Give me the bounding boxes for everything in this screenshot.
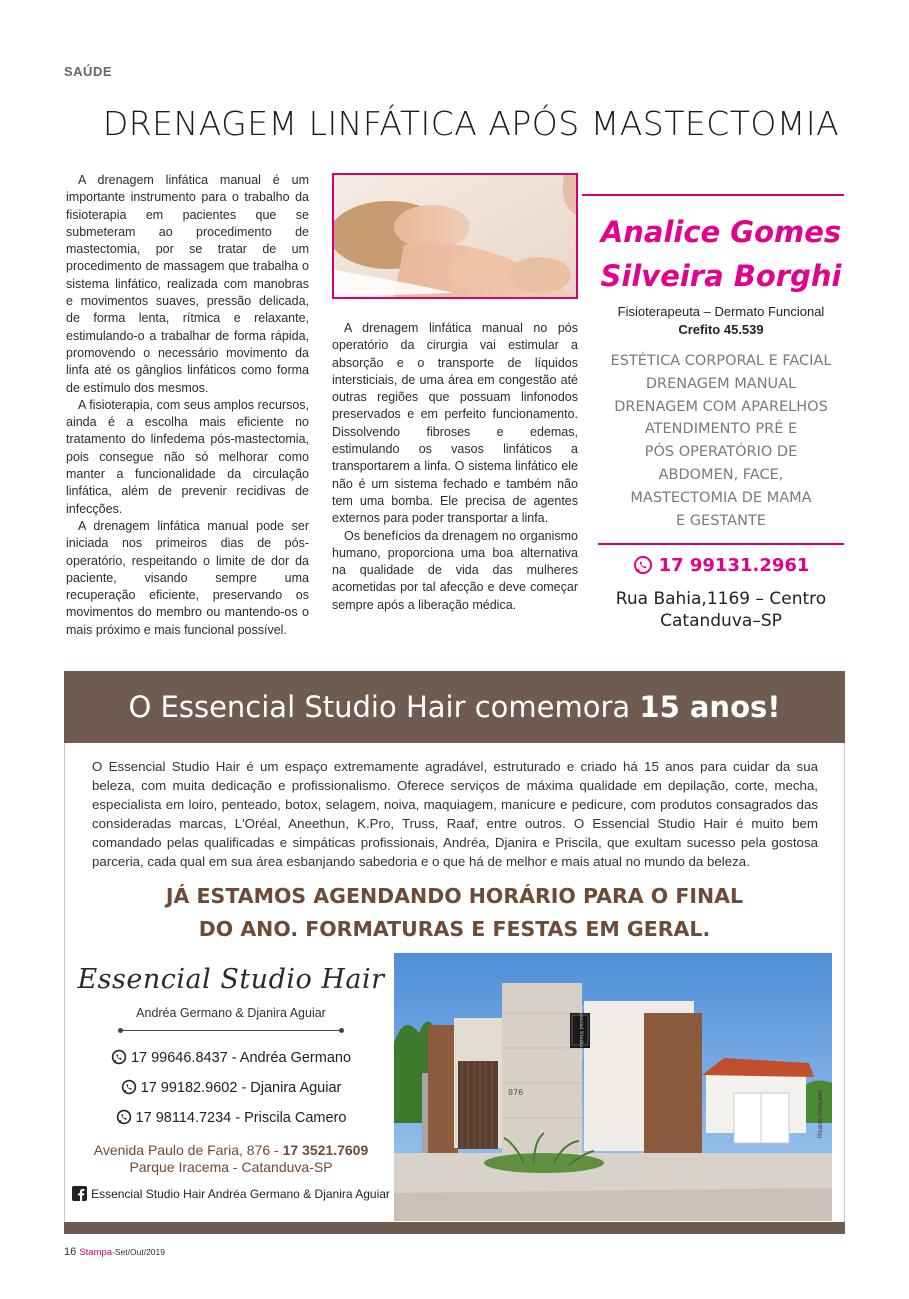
publication-name: Stampa — [79, 1247, 113, 1258]
article-column-middle — [332, 320, 578, 614]
service-item: DRENAGEM MANUAL — [645, 375, 797, 392]
studio-address-district: Parque Iracema - Catanduva-SP — [129, 1159, 333, 1175]
whatsapp-icon — [121, 1079, 137, 1095]
photo-credit: Ricardo Gonçales — [818, 1090, 824, 1138]
studio-ad-footer-bar — [64, 1222, 845, 1234]
ad-divider-bottom — [598, 543, 844, 545]
studio-contact[interactable] — [72, 1109, 390, 1126]
studio-title-emphasis: 15 anos! — [639, 690, 781, 724]
studio-ad-header — [64, 671, 845, 743]
studio-contact-text: 17 99646.8437 - Andréa Germano — [130, 1050, 352, 1066]
whatsapp-icon — [111, 1049, 127, 1065]
studio-contact-text: 17 98114.7234 - Priscila Camero — [135, 1110, 347, 1126]
page-folio — [64, 1246, 165, 1258]
service-item: ABDOMEN, FACE, — [658, 466, 784, 483]
studio-contact[interactable] — [72, 1049, 390, 1066]
article-paragraph: A drenagem linfática manual é um importante instrumento para o trabalho da fisioterapia em pacientes que se submeteram ao procedimento de mastectomia, por se tratar de um procedimento de massagem que trabalha o sistema linfático, realizada com manobras e movimentos suaves, pressão delicada, de forma lenta, rítmica e relaxante, estimulando-o a trabalhar de forma rápida, promovendo o necessário movimento da linfa até os gânglios linfáticos como forma de estímulo dos mesmos. — [66, 173, 309, 395]
service-item: ESTÉTICA CORPORAL E FACIAL — [610, 353, 832, 369]
cta-line: DO ANO. FORMATURAS E FESTAS EM GERAL. — [198, 917, 711, 941]
article-paragraph: Os benefícios da drenagem no organismo humano, proporciona uma boa alternativa na qualidade de vida das mulheres acometidas por tal afecção e deve começar sempre após a liberação médica. — [332, 528, 578, 612]
studio-facebook[interactable] — [72, 1186, 390, 1201]
physio-phone-number: 17 99131.2961 — [658, 555, 810, 576]
page-title: DRENAGEM LINFÁTICA APÓS MASTECTOMIA — [102, 104, 840, 143]
studio-contact[interactable] — [72, 1079, 390, 1096]
whatsapp-icon — [116, 1109, 132, 1125]
studio-contact-text: 17 99182.9602 - Djanira Aguiar — [140, 1080, 342, 1096]
physio-name-line2: Silveira Borghi — [600, 259, 842, 293]
storefront-photo — [394, 953, 832, 1221]
storefront-illustration — [394, 953, 832, 1221]
studio-title-prefix: O Essencial Studio Hair comemora — [128, 690, 640, 724]
physio-phone[interactable] — [598, 555, 844, 576]
studio-address-street: Avenida Paulo de Faria, 876 - — [93, 1142, 283, 1158]
service-item: DRENAGEM COM APARELHOS — [614, 398, 828, 415]
physio-address-street: Rua Bahia,1169 – Centro — [615, 589, 827, 609]
physio-name-line1: Analice Gomes — [600, 215, 842, 249]
cta-line: JÁ ESTAMOS AGENDANDO HORÁRIO PARA O FINAL — [165, 884, 744, 908]
service-item: ATENDIMENTO PRÉ E — [644, 421, 798, 438]
article-paragraph: A drenagem linfática manual pode ser iniciada nos primeiros dias de pós-operatório, respeitando o limite de dor da paciente, visando sempre uma recuperação eficiente, preservando os movimentos do membro ou mantendo-os o mais próximo e mais funcional possível. — [66, 518, 309, 637]
physio-services-list — [598, 350, 844, 532]
studio-facebook-name: Essencial Studio Hair Andréa Germano & Djanira Aguiar — [91, 1187, 390, 1201]
service-item: MASTECTOMIA DE MAMA — [630, 489, 812, 506]
page-number: 16 — [64, 1246, 77, 1258]
studio-call-to-action — [64, 880, 845, 946]
physio-registration: Crefito 45.539 — [678, 322, 764, 337]
physio-profession: Fisioterapeuta – Dermato Funcional — [617, 304, 825, 319]
massage-photo — [332, 173, 578, 299]
storefront-sign-phone: 3521.7609 — [553, 1020, 558, 1042]
studio-address-phone: 17 3521.7609 — [282, 1142, 369, 1158]
ad-divider-top — [582, 194, 844, 196]
storefront-sign-names: Andréa Germano | Djanira Aguiar — [561, 997, 566, 1065]
studio-address — [72, 1142, 390, 1176]
edition-label: -Set/Out/2019 — [112, 1247, 165, 1257]
section-tag: SAÚDE — [64, 64, 113, 79]
massage-photo-illustration — [334, 175, 576, 297]
article-paragraph: A fisioterapia, com seus amplos recursos, ainda é a escolha mais eficiente no tratamento do linfedema pós-mastectomia, pois consegue não só melhorar como manter a funcionalidade da circulação linfática, além de prevenir recidivas de infecções. — [66, 397, 309, 516]
physio-address-city: Catanduva–SP — [660, 611, 782, 631]
whatsapp-icon — [633, 555, 653, 575]
storefront-number: 876 — [508, 1088, 524, 1097]
facebook-icon — [72, 1186, 87, 1201]
logo-divider — [120, 1030, 342, 1031]
service-item: E GESTANTE — [676, 512, 766, 529]
article-column-left — [66, 172, 309, 639]
studio-ad-body: O Essencial Studio Hair é um espaço extremamente agradável, estruturado e criado há 15 anos para cuidar da sua beleza, com muita dedicação e profissionalismo. Oferece serviços de máxima qualidade em depilação, corte, mecha, especialista em loiro, penteado, botox, selagem, noiva, maquiagem, manicure e pedicure, com produtos consagrados das consideradas marcas, L'Oréal, Aneethun, K.Pro, Truss, Raaf, entre outros. O Essencial Studio Hair é muito bem comandado pelas qualificadas e simpáticas profissionais, Andréa, Djanira e Priscila, que exultam sucesso pela gostosa parceria, cada qual em sua área esbanjando sabedoria e o que há de melhor e mais atual no mundo da beleza. — [92, 759, 818, 870]
physio-address — [598, 588, 844, 632]
studio-logo-owners: Andréa Germano & Djanira Aguiar — [136, 1006, 326, 1020]
article-paragraph: A drenagem linfática manual no pós operatório da cirurgia vai estimular a absorção e o transporte de líquidos intersticiais, de uma área em congestão até outras regiões que possuam linfonodos preservados e em perfeito funcionamento. Dissolvendo fibroses e edemas, estimulando os vasos linfáticos a transportarem a linfa. O sistema linfático ele não é um sistema fechado e também não tem uma bomba. Ele precisa de agentes externos para poder transportar a linfa. — [332, 321, 578, 526]
storefront-sign: Essencial Studio Hair — [578, 1005, 584, 1061]
service-item: PÓS OPERATÓRIO DE — [644, 444, 798, 461]
studio-logo: Essencial Studio Hair — [77, 964, 385, 995]
